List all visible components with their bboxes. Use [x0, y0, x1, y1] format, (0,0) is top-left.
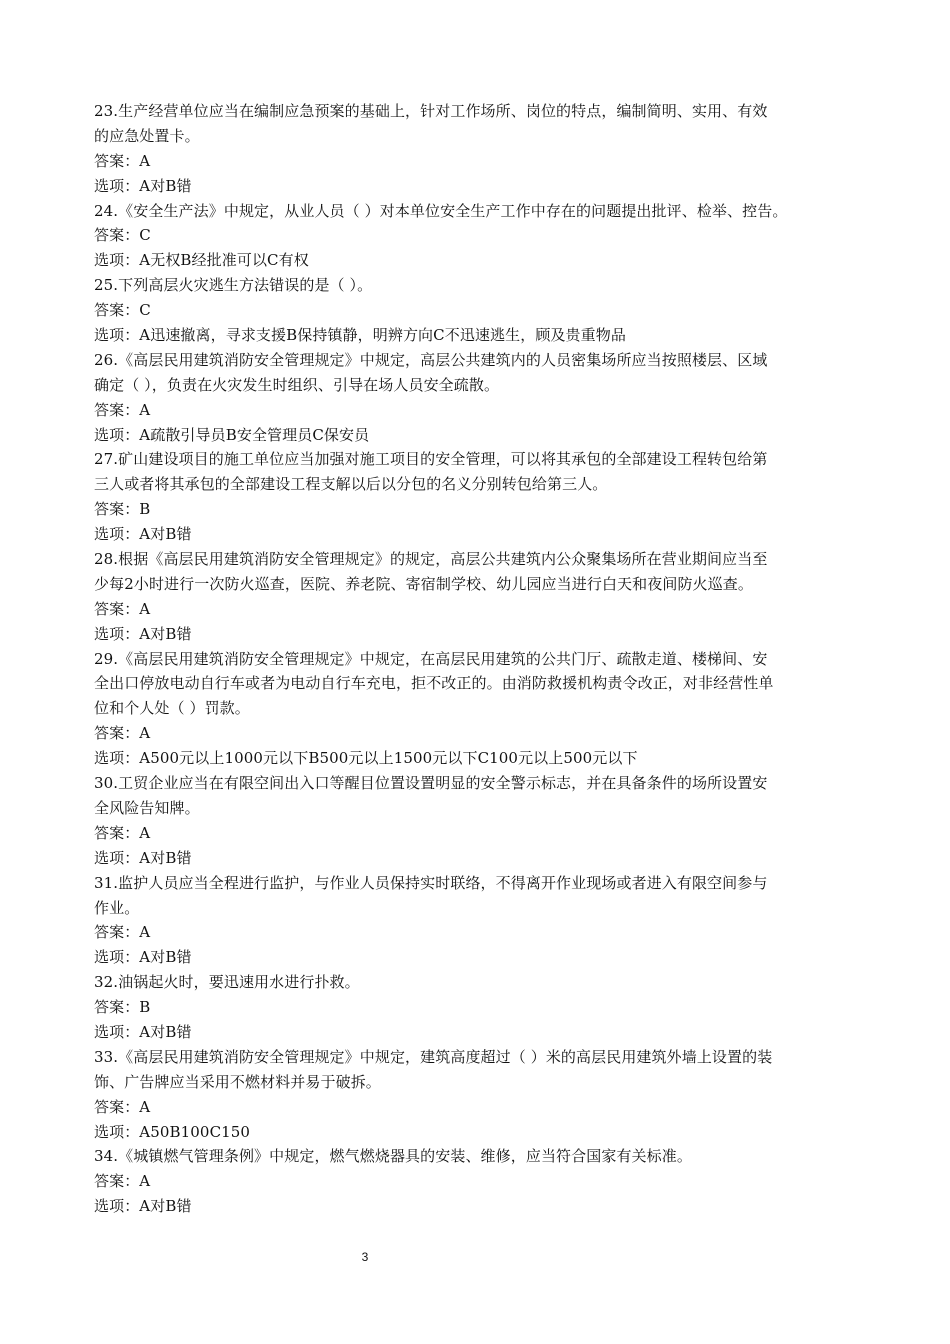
q34-question-line-1: 34.《城镇燃气管理条例》中规定，燃气燃烧器具的安装、维修，应当符合国家有关标准。: [94, 1147, 692, 1166]
q28-options: 选项：A对B错: [94, 624, 192, 643]
q24-answer: 答案：C: [94, 226, 151, 245]
q32-options: 选项：A对B错: [94, 1022, 192, 1041]
q34-answer: 答案：A: [94, 1172, 151, 1191]
q33-question-line-1: 33.《高层民用建筑消防安全管理规定》中规定，建筑高度超过（ ）米的高层民用建筑外墙上设置的装: [94, 1047, 773, 1066]
q30-options: 选项：A对B错: [94, 848, 192, 867]
q25-question-line-1: 25.下列高层火灾逃生方法错误的是（ ）。: [94, 276, 373, 295]
q31-options: 选项：A对B错: [94, 948, 192, 967]
q28-answer: 答案：A: [94, 599, 151, 618]
q26-answer: 答案：A: [94, 400, 151, 419]
q31-question-line-2: 作业。: [94, 898, 140, 917]
q23-options: 选项：A对B错: [94, 176, 192, 195]
q28-question-line-1: 28.根据《高层民用建筑消防安全管理规定》的规定，高层公共建筑内公众聚集场所在营业期间应当至: [94, 550, 768, 569]
q26-question-line-1: 26.《高层民用建筑消防安全管理规定》中规定，高层公共建筑内的人员密集场所应当按照楼层、区域: [94, 350, 768, 369]
q30-question-line-1: 30.工贸企业应当在有限空间出入口等醒目位置设置明显的安全警示标志，并在具备条件的场所设置安: [94, 774, 768, 793]
q30-answer: 答案：A: [94, 823, 151, 842]
q26-question-line-2: 确定（ ），负责在火灾发生时组织、引导在场人员安全疏散。: [94, 375, 500, 394]
q32-answer: 答案：B: [94, 998, 151, 1017]
q29-question-line-3: 位和个人处（ ）罚款。: [94, 699, 250, 718]
q29-answer: 答案：A: [94, 724, 151, 743]
q33-answer: 答案：A: [94, 1097, 151, 1116]
document-body: [94, 99, 864, 1219]
q29-question-line-1: 29.《高层民用建筑消防安全管理规定》中规定，在高层民用建筑的公共门厅、疏散走道、楼梯间、安: [94, 649, 768, 668]
q32-question-line-1: 32.油锅起火时，要迅速用水进行扑救。: [94, 973, 360, 992]
q33-question-line-2: 饰、广告牌应当采用不燃材料并易于破拆。: [94, 1072, 381, 1091]
page-number: 3: [361, 1250, 369, 1264]
q30-question-line-2: 全风险告知牌。: [94, 798, 200, 817]
q25-options: 选项：A迅速撤离，寻求支援B保持镇静，明辨方向C不迅速逃生，顾及贵重物品: [94, 326, 626, 345]
q24-question-line-1: 24.《安全生产法》中规定，从业人员（ ）对本单位安全生产工作中存在的问题提出批评、检举、控告。: [94, 201, 788, 220]
q23-question-line-1: 23.生产经营单位应当在编制应急预案的基础上，针对工作场所、岗位的特点，编制简明、实用、有效: [94, 102, 768, 120]
q26-options: 选项：A疏散引导员B安全管理员C保安员: [94, 425, 370, 444]
q29-question-line-2: 全出口停放电动自行车或者为电动自行车充电，拒不改正的。由消防救援机构责令改正，对非经营性单: [94, 674, 774, 693]
q31-question-line-1: 31.监护人员应当全程进行监护，与作业人员保持实时联络，不得离开作业现场或者进入有限空间参与: [94, 873, 768, 892]
q27-question-line-1: 27.矿山建设项目的施工单位应当加强对施工项目的安全管理，可以将其承包的全部建设工程转包给第: [94, 450, 768, 469]
q24-options: 选项：A无权B经批准可以C有权: [94, 251, 309, 270]
q27-options: 选项：A对B错: [94, 525, 192, 544]
q34-options: 选项：A对B错: [94, 1197, 192, 1216]
q27-question-line-2: 三人或者将其承包的全部建设工程支解以后以分包的名义分别转包给第三人。: [94, 475, 608, 494]
q23-question-line-2: 的应急处置卡。: [94, 126, 200, 145]
q23-answer: 答案：A: [94, 151, 151, 170]
q25-answer: 答案：C: [94, 301, 151, 320]
q29-options: 选项：A500元以上1000元以下B500元以上1500元以下C100元以上500元以下: [94, 749, 638, 768]
q31-answer: 答案：A: [94, 923, 151, 942]
q27-answer: 答案：B: [94, 500, 151, 519]
q28-question-line-2: 少每2小时进行一次防火巡查，医院、养老院、寄宿制学校、幼儿园应当进行白天和夜间防火巡查。: [94, 574, 753, 593]
q33-options: 选项：A50B100C150: [94, 1122, 251, 1141]
